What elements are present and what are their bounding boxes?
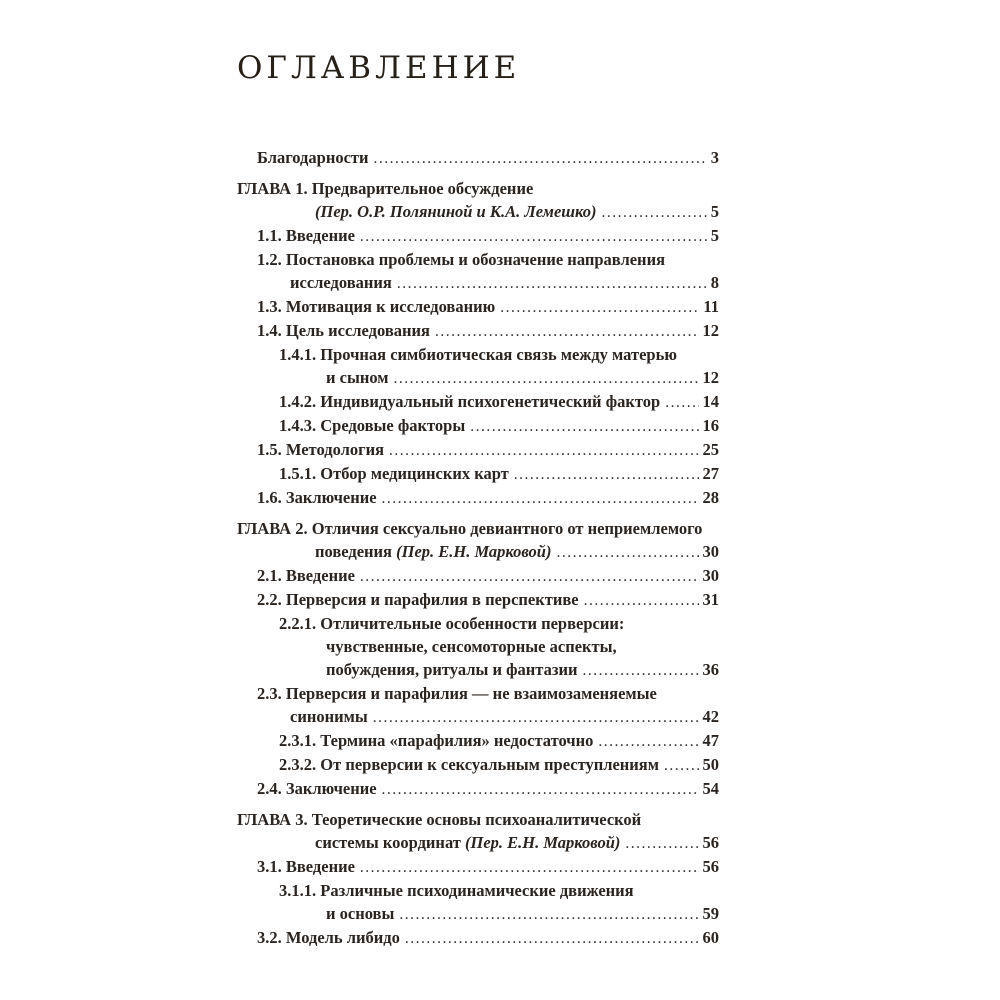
- toc-line: [237, 295, 719, 319]
- text-run: синонимы: [290, 707, 368, 726]
- page-number: 30: [702, 542, 719, 561]
- toc-entry-text: [279, 753, 659, 776]
- toc-entry: [237, 438, 719, 462]
- toc-entry-text: [237, 177, 533, 200]
- page-number: 31: [702, 590, 719, 609]
- toc-line: [237, 564, 719, 588]
- text-run: 2.4. Заключение: [257, 779, 377, 798]
- page-number: 3: [710, 148, 719, 167]
- toc-entry: [237, 564, 719, 588]
- dot-leader: [514, 462, 699, 486]
- toc-entry: [237, 612, 719, 682]
- text-run: 1.4.2. Индивидуальный психогенетический фактор: [279, 392, 661, 411]
- toc-line: [237, 319, 719, 343]
- page-number: 12: [702, 321, 719, 340]
- text-run: Благодарности: [257, 148, 369, 167]
- toc-line: [237, 366, 719, 390]
- dot-leader: [405, 926, 699, 950]
- toc-entry-text: [257, 682, 657, 705]
- text-run: системы координат: [315, 833, 465, 852]
- toc-line: [237, 729, 719, 753]
- page-number: 30: [702, 566, 719, 585]
- dot-leader: [382, 777, 699, 801]
- toc-line: [237, 390, 719, 414]
- dot-leader: [556, 540, 698, 564]
- text-run: 1.6. Заключение: [257, 488, 377, 507]
- dot-leader: [374, 146, 707, 170]
- toc-entry-text: [257, 224, 355, 247]
- toc-entry: [237, 224, 719, 248]
- text-run: поведения: [315, 542, 397, 561]
- toc-line: [237, 517, 719, 540]
- toc-line: [237, 808, 719, 831]
- text-run: 3.1. Введение: [257, 857, 355, 876]
- page-number: 5: [710, 226, 719, 245]
- text-run: 1.3. Мотивация к исследованию: [257, 297, 496, 316]
- toc-entry-text: [257, 926, 400, 949]
- toc-entry-text: [279, 879, 634, 902]
- toc-entry: [237, 343, 719, 390]
- text-run: 2.3.1. Термина «парафилия» недостаточно: [279, 731, 594, 750]
- dot-leader: [394, 366, 699, 390]
- page-number: 47: [702, 731, 719, 750]
- toc-line: [237, 658, 719, 682]
- dot-leader: [360, 224, 707, 248]
- toc-entry: [237, 390, 719, 414]
- toc-entry-chapter: [237, 517, 719, 564]
- toc-entry: [237, 295, 719, 319]
- toc-entry-text: [257, 146, 369, 169]
- toc-line: [237, 926, 719, 950]
- page-number: 8: [710, 273, 719, 292]
- toc-entry: [237, 879, 719, 926]
- text-run: исследования: [290, 273, 392, 292]
- toc-entry-text: [326, 635, 617, 658]
- toc-entry: [237, 926, 719, 950]
- toc-entry-text: [315, 200, 597, 223]
- toc-entry-text: [237, 808, 641, 831]
- toc-entry-chapter: [237, 177, 719, 224]
- text-run: Отличия сексуально девиантного от неприемлемого: [307, 519, 703, 538]
- text-run: и сыном: [326, 368, 389, 387]
- toc-entry-text: [279, 729, 593, 752]
- toc-line: [237, 200, 719, 224]
- dot-leader: [360, 855, 699, 879]
- toc-entry-text: [315, 831, 620, 854]
- toc-entry-text: [257, 438, 384, 461]
- toc-entry: [237, 777, 719, 801]
- toc-line: [237, 705, 719, 729]
- text-run: чувственные, сенсомоторные аспекты,: [326, 637, 617, 656]
- toc-entry: [237, 855, 719, 879]
- toc-entry-text: [257, 248, 665, 271]
- toc-entry-text: [279, 390, 660, 413]
- text-run: 1.2. Постановка проблемы и обозначение направления: [257, 250, 665, 269]
- toc-entry-text: [257, 564, 355, 587]
- page-number: 59: [702, 904, 719, 923]
- toc-entry: [237, 248, 719, 295]
- dot-leader: [470, 414, 698, 438]
- dot-leader: [625, 831, 698, 855]
- toc-entry-text: [315, 540, 551, 563]
- page-number: 50: [702, 755, 719, 774]
- translator-credit: (Пер. О.Р. Поляниной и К.А. Лемешко): [315, 202, 597, 221]
- toc-line: [237, 635, 719, 658]
- toc-entry-text: [279, 462, 509, 485]
- toc-entry-text: [257, 319, 430, 342]
- page-number: 12: [702, 368, 719, 387]
- text-run: 1.1. Введение: [257, 226, 355, 245]
- toc-entry-text: [257, 777, 377, 800]
- page-number: 28: [702, 488, 719, 507]
- toc-line: [237, 343, 719, 366]
- text-run: 2.3. Перверсия и парафилия — не взаимозаменяемые: [257, 684, 657, 703]
- text-run: 2.2. Перверсия и парафилия в перспективе: [257, 590, 579, 609]
- page-number: 60: [702, 928, 719, 947]
- toc-line: [237, 146, 719, 170]
- toc-line: [237, 248, 719, 271]
- page-number: 14: [702, 392, 719, 411]
- toc-entry-text: [326, 366, 389, 389]
- page-number: 25: [702, 440, 719, 459]
- text-run: 1.4.3. Средовые факторы: [279, 416, 466, 435]
- toc-entry-text: [279, 414, 465, 437]
- toc-line: [237, 855, 719, 879]
- toc-entry: [237, 462, 719, 486]
- text-run: ГЛАВА 1.: [237, 179, 308, 198]
- page-number: 36: [702, 660, 719, 679]
- page-number: 56: [702, 857, 719, 876]
- toc-entry: [237, 319, 719, 343]
- toc-line: [237, 831, 719, 855]
- text-run: 2.3.2. От перверсии к сексуальным преступлениям: [279, 755, 659, 774]
- toc-line: [237, 177, 719, 200]
- dot-leader: [399, 902, 698, 926]
- dot-leader: [500, 295, 699, 319]
- text-run: 1.5. Методология: [257, 440, 385, 459]
- dot-leader: [397, 271, 707, 295]
- toc-line: [237, 271, 719, 295]
- toc-entry: [237, 146, 719, 170]
- text-run: ГЛАВА 2.: [237, 519, 308, 538]
- toc-line: [237, 879, 719, 902]
- toc-line: [237, 588, 719, 612]
- text-run: 1.5.1. Отбор медицинских карт: [279, 464, 509, 483]
- text-run: 1.4.1. Прочная симбиотическая связь между матерью: [279, 345, 677, 364]
- text-run: побуждения, ритуалы и фантазии: [326, 660, 578, 679]
- toc-entry-text: [290, 271, 392, 294]
- toc-line: [237, 540, 719, 564]
- dot-leader: [435, 319, 699, 343]
- dot-leader: [360, 564, 699, 588]
- dot-leader: [382, 486, 699, 510]
- text-run: Предварительное обсуждение: [307, 179, 534, 198]
- text-run: 3.2. Модель либидо: [257, 928, 400, 947]
- dot-leader: [373, 705, 699, 729]
- toc-entry-text: [237, 517, 702, 540]
- dot-leader: [583, 658, 699, 682]
- toc-entry: [237, 682, 719, 729]
- dot-leader: [664, 753, 699, 777]
- text-run: Теоретические основы психоаналитической: [307, 810, 642, 829]
- toc-line: [237, 224, 719, 248]
- toc-entry: [237, 414, 719, 438]
- toc-list: [237, 146, 719, 950]
- toc-line: [237, 486, 719, 510]
- toc-entry-text: [279, 343, 677, 366]
- toc-line: [237, 438, 719, 462]
- toc-entry-text: [257, 486, 377, 509]
- translator-credit: (Пер. Е.Н. Марковой): [465, 833, 621, 852]
- text-run: 1.4. Цель исследования: [257, 321, 430, 340]
- page-number: 27: [702, 464, 719, 483]
- dot-leader: [598, 729, 698, 753]
- page-number: 42: [702, 707, 719, 726]
- dot-leader: [602, 200, 707, 224]
- dot-leader: [389, 438, 698, 462]
- page-number: 54: [702, 779, 719, 798]
- toc-entry: [237, 588, 719, 612]
- text-run: и основы: [326, 904, 395, 923]
- toc-entry-text: [290, 705, 368, 728]
- dot-leader: [665, 390, 698, 414]
- page-title: ОГЛАВЛЕНИЕ: [237, 50, 521, 86]
- text-run: 2.2.1. Отличительные особенности перверсии:: [279, 614, 625, 633]
- toc-entry-text: [326, 658, 578, 681]
- toc-entry-chapter: [237, 808, 719, 855]
- toc-entry-text: [257, 855, 355, 878]
- toc-line: [237, 682, 719, 705]
- text-run: 3.1.1. Различные психодинамические движения: [279, 881, 634, 900]
- toc-entry-text: [257, 295, 495, 318]
- text-run: 2.1. Введение: [257, 566, 355, 585]
- text-run: ГЛАВА 3.: [237, 810, 308, 829]
- page-number: 16: [702, 416, 719, 435]
- toc-entry: [237, 486, 719, 510]
- toc-line: [237, 753, 719, 777]
- toc-entry-text: [326, 902, 394, 925]
- dot-leader: [584, 588, 699, 612]
- page-number: 11: [703, 297, 719, 316]
- translator-credit: (Пер. Е.Н. Марковой): [396, 542, 552, 561]
- toc-line: [237, 777, 719, 801]
- page-number: 56: [702, 833, 719, 852]
- toc-entry: [237, 729, 719, 753]
- toc-line: [237, 612, 719, 635]
- toc-entry-text: [279, 612, 624, 635]
- toc-line: [237, 414, 719, 438]
- toc-entry: [237, 753, 719, 777]
- page-number: 5: [710, 202, 719, 221]
- toc-line: [237, 462, 719, 486]
- toc-line: [237, 902, 719, 926]
- toc-entry-text: [257, 588, 579, 611]
